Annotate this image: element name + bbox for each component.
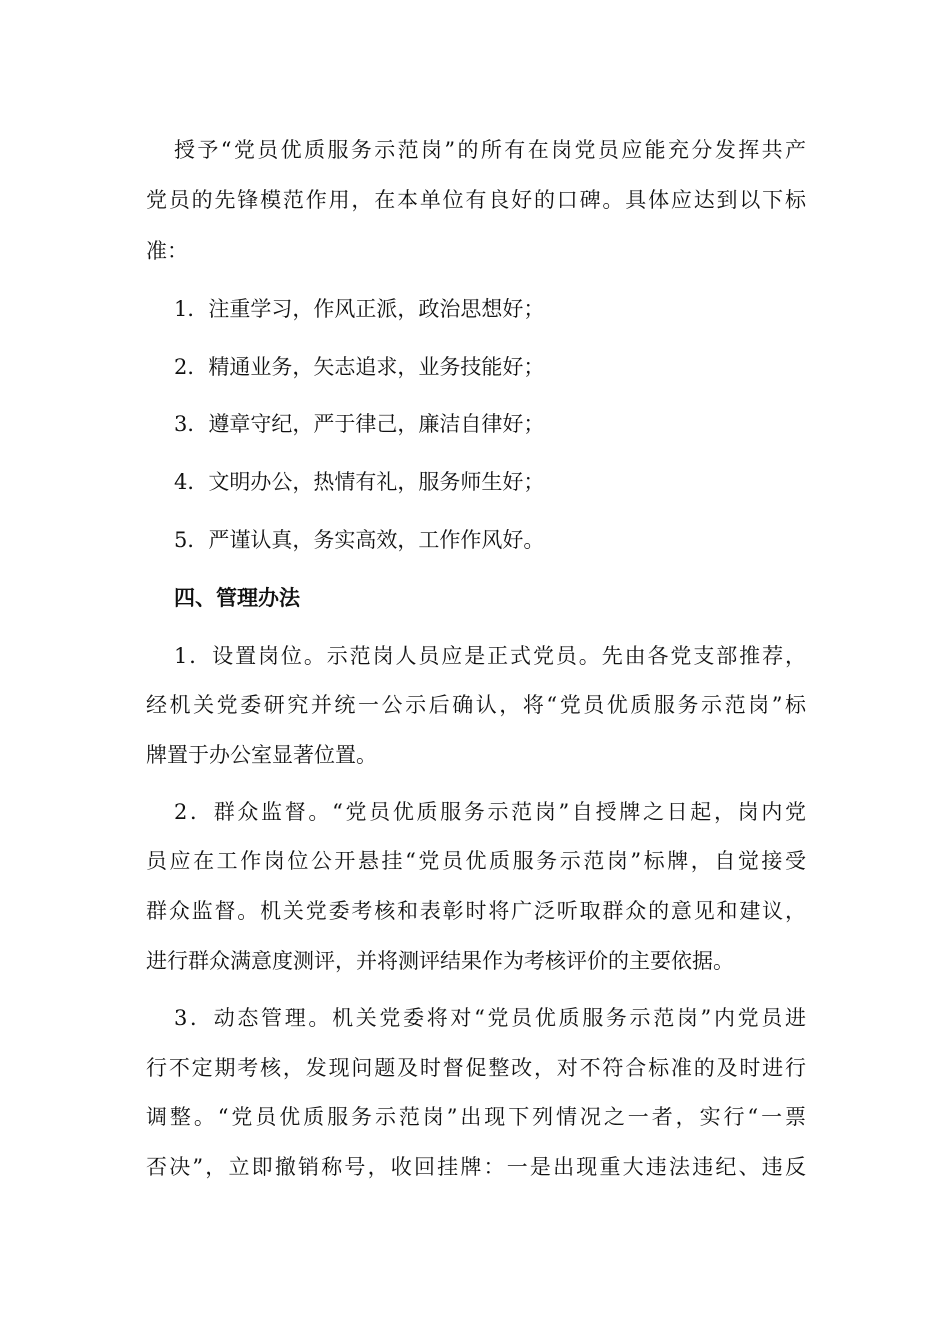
standard-item-1: 1．注重学习，作风正派，政治思想好； [174, 297, 545, 321]
standard-item-5: 5．严谨认真，务实高效，工作作风好。 [174, 528, 545, 552]
measure-2-line-4: 进行群众满意度测评，并将测评结果作为考核评价的主要依据。 [146, 949, 734, 973]
measure-2-line-3: 群众监督。机关党委考核和表彰时将广泛听取群众的意见和建议， [146, 899, 806, 923]
measure-3-line-4: 否决”，立即撤销称号，收回挂牌：一是出现重大违法违纪、违反 [146, 1155, 806, 1179]
measure-2-line-1: 2．群众监督。“党员优质服务示范岗”自授牌之日起，岗内党 [174, 800, 806, 824]
section-heading: 四、管理办法 [174, 585, 300, 610]
intro-paragraph-line-3: 准： [146, 239, 188, 263]
measure-3-line-2: 行不定期考核，发现问题及时督促整改，对不符合标准的及时进行 [146, 1056, 806, 1080]
measure-1-line-3: 牌置于办公室显著位置。 [146, 743, 377, 767]
standard-item-4: 4．文明办公，热情有礼，服务师生好； [174, 470, 545, 494]
measure-3-line-3: 调整。“党员优质服务示范岗”出现下列情况之一者，实行“一票 [146, 1105, 806, 1129]
intro-paragraph-line-1: 授予“党员优质服务示范岗”的所有在岗党员应能充分发挥共产 [174, 138, 806, 162]
measure-1-line-1: 1．设置岗位。示范岗人员应是正式党员。先由各党支部推荐， [174, 644, 806, 668]
intro-paragraph-line-2: 党员的先锋模范作用，在本单位有良好的口碑。具体应达到以下标 [146, 188, 806, 212]
standard-item-2: 2．精通业务，矢志追求，业务技能好； [174, 355, 545, 379]
measure-2-line-2: 员应在工作岗位公开悬挂“党员优质服务示范岗”标牌，自觉接受 [146, 849, 806, 873]
standard-item-3: 3．遵章守纪，严于律己，廉洁自律好； [174, 412, 545, 436]
measure-3-line-1: 3．动态管理。机关党委将对“党员优质服务示范岗”内党员进 [174, 1006, 806, 1030]
measure-1-line-2: 经机关党委研究并统一公示后确认，将“党员优质服务示范岗”标 [146, 693, 806, 717]
